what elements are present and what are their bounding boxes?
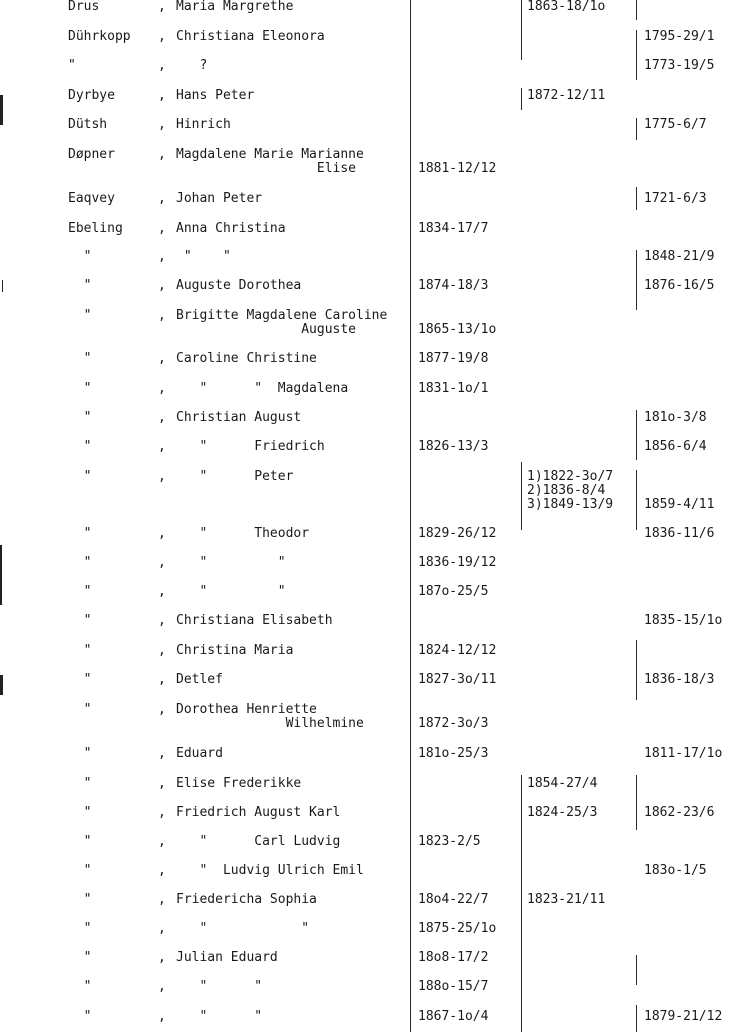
column-rule [521, 775, 522, 1032]
entry-date-col2-third: 3)1849-13/9 [527, 497, 614, 512]
entry-separator: , [158, 439, 166, 454]
entry-date-col1: 1827-3o/11 [418, 672, 497, 687]
entry-surname: " [68, 834, 92, 849]
entry-given-name: " " [176, 555, 286, 570]
column-rule [636, 640, 637, 700]
entry-separator: , [158, 88, 166, 103]
entry-surname: Drus [68, 0, 100, 14]
entry-given-name: Christina Maria [176, 643, 294, 658]
entry-given-name: Johan Peter [176, 191, 263, 206]
entry-separator: , [158, 351, 166, 366]
entry-separator: , [158, 950, 166, 965]
entry-date-col1: 1867-1o/4 [418, 1009, 489, 1024]
entry-given-name-continued: Auguste [176, 322, 357, 337]
entry-date-col2: 1824-25/3 [527, 805, 598, 820]
entry-separator: , [158, 147, 166, 162]
entry-separator: , [158, 613, 166, 628]
entry-given-name-continued: Wilhelmine [176, 716, 364, 731]
column-rule [636, 118, 637, 140]
entry-surname: " [68, 702, 92, 717]
column-rule [521, 0, 522, 60]
entry-given-name: " " [176, 921, 310, 936]
entry-surname: " [68, 805, 92, 820]
entry-date-col1: 18o4-22/7 [418, 892, 489, 907]
entry-date-col1: 1881-12/12 [418, 161, 497, 176]
entry-given-name: Eduard [176, 746, 223, 761]
scan-edge-mark [0, 675, 3, 695]
entry-date-col3: 1836-18/3 [644, 672, 715, 687]
entry-separator: , [158, 805, 166, 820]
entry-date-col1: 1823-2/5 [418, 834, 481, 849]
entry-separator: , [158, 892, 166, 907]
entry-surname: " [68, 776, 92, 791]
entry-date-col1: 1829-26/12 [418, 526, 497, 541]
entry-date-col3: 1862-23/6 [644, 805, 715, 820]
scan-edge-mark [2, 280, 3, 292]
entry-separator: , [158, 834, 166, 849]
entry-date-col1: 1831-1o/1 [418, 381, 489, 396]
entry-date-col2: 1854-27/4 [527, 776, 598, 791]
entry-date-col1: 188o-15/7 [418, 979, 489, 994]
entry-date-col3: 1773-19/5 [644, 58, 715, 73]
entry-separator: , [158, 0, 166, 14]
entry-separator: , [158, 702, 166, 717]
entry-surname: " [68, 1009, 92, 1024]
entry-date-col1: 1875-25/1o [418, 921, 497, 936]
entry-date-col1: 1826-13/3 [418, 439, 489, 454]
entry-given-name: Hinrich [176, 117, 231, 132]
entry-date-col1: 181o-25/3 [418, 746, 489, 761]
column-rule [521, 88, 522, 110]
entry-surname: Eaqvey [68, 191, 115, 206]
entry-given-name: " " [176, 1009, 263, 1024]
entry-date-col2: 1872-12/11 [527, 88, 606, 103]
entry-date-col3: 1856-6/4 [644, 439, 707, 454]
entry-given-name: " Carl Ludvig [176, 834, 341, 849]
entry-surname: Dührkopp [68, 29, 131, 44]
entry-given-name: Christiana Elisabeth [176, 613, 333, 628]
entry-date-col3: 1775-6/7 [644, 117, 707, 132]
entry-given-name: Christian August [176, 410, 302, 425]
entry-separator: , [158, 221, 166, 236]
entry-given-name: " " Magdalena [176, 381, 349, 396]
entry-date-col3: 1811-17/1o [644, 746, 723, 761]
column-rule [636, 0, 637, 20]
entry-surname: " [68, 746, 92, 761]
entry-surname: " [68, 643, 92, 658]
column-rule [636, 1005, 637, 1032]
scan-edge-mark [0, 95, 3, 125]
entry-given-name: Detlef [176, 672, 223, 687]
entry-separator: , [158, 469, 166, 484]
entry-given-name: " " [176, 979, 263, 994]
entry-given-name: Friedrich August Karl [176, 805, 341, 820]
entry-separator: , [158, 191, 166, 206]
entry-separator: , [158, 863, 166, 878]
entry-surname: " [68, 410, 92, 425]
entry-date-col1: 18o8-17/2 [418, 950, 489, 965]
entry-date-col1: 1836-19/12 [418, 555, 497, 570]
column-rule [636, 30, 637, 80]
entry-surname: Ebeling [68, 221, 123, 236]
entry-surname: " [68, 351, 92, 366]
entry-separator: , [158, 526, 166, 541]
entry-given-name: Christiana Eleonora [176, 29, 325, 44]
entry-date-col1: 187o-25/5 [418, 584, 489, 599]
entry-date-col3: 1836-11/6 [644, 526, 715, 541]
entry-date-col2: 1863-18/1o [527, 0, 606, 14]
entry-surname: " [68, 381, 92, 396]
entry-given-name: " Ludvig Ulrich Emil [176, 863, 364, 878]
entry-separator: , [158, 308, 166, 323]
entry-separator: , [158, 29, 166, 44]
entry-date-col1: 1824-12/12 [418, 643, 497, 658]
entry-date-col1: 1877-19/8 [418, 351, 489, 366]
entry-given-name: " Theodor [176, 526, 310, 541]
entry-date-col3: 1876-16/5 [644, 278, 715, 293]
entry-surname: " [68, 979, 92, 994]
entry-surname: " [68, 526, 92, 541]
entry-given-name: " " [176, 584, 286, 599]
entry-given-name: Magdalene Marie Marianne [176, 147, 364, 162]
entry-given-name: Elise Frederikke [176, 776, 302, 791]
entry-given-name: ? [176, 58, 208, 73]
entry-surname: " [68, 584, 92, 599]
entry-separator: , [158, 58, 166, 73]
entry-separator: , [158, 1009, 166, 1024]
entry-surname: " [68, 921, 92, 936]
entry-separator: , [158, 278, 166, 293]
entry-separator: , [158, 921, 166, 936]
entry-surname: " [68, 555, 92, 570]
entry-surname: " [68, 58, 76, 73]
entry-date-col3: 1848-21/9 [644, 249, 715, 264]
entry-given-name: Auguste Dorothea [176, 278, 302, 293]
entry-surname: " [68, 469, 92, 484]
entry-date-col2: 1823-21/11 [527, 892, 606, 907]
entry-surname: " [68, 278, 92, 293]
entry-surname: " [68, 950, 92, 965]
entry-given-name: Friedericha Sophia [176, 892, 317, 907]
entry-date-col3: 181o-3/8 [644, 410, 707, 425]
entry-surname: Dütsh [68, 117, 108, 132]
entry-date-col3: 183o-1/5 [644, 863, 707, 878]
entry-separator: , [158, 555, 166, 570]
entry-given-name: Julian Eduard [176, 950, 278, 965]
entry-surname: " [68, 863, 92, 878]
entry-surname: " [68, 308, 92, 323]
entry-separator: , [158, 410, 166, 425]
entry-separator: , [158, 643, 166, 658]
entry-date-col3: 1835-15/1o [644, 613, 723, 628]
entry-surname: " [68, 249, 92, 264]
entry-date-col3: 1879-21/12 [644, 1009, 723, 1024]
entry-date-col3: 1859-4/11 [644, 497, 715, 512]
entry-separator: , [158, 584, 166, 599]
entry-separator: , [158, 672, 166, 687]
column-rule [636, 250, 637, 310]
entry-surname: Dyrbye [68, 88, 115, 103]
entry-separator: , [158, 746, 166, 761]
entry-surname: " [68, 892, 92, 907]
column-rule [521, 462, 522, 530]
entry-given-name: " Friedrich [176, 439, 325, 454]
entry-separator: , [158, 381, 166, 396]
entry-date-col2: 1)1822-3o/7 [527, 469, 614, 484]
entry-surname: Døpner [68, 147, 115, 162]
column-rule [410, 0, 411, 1032]
column-rule [636, 955, 637, 985]
column-rule [636, 775, 637, 830]
entry-given-name: Dorothea Henriette [176, 702, 317, 717]
entry-given-name: Brigitte Magdalene Caroline [176, 308, 388, 323]
entry-separator: , [158, 776, 166, 791]
entry-given-name: Anna Christina [176, 221, 286, 236]
entry-separator: , [158, 249, 166, 264]
entry-given-name: " Peter [176, 469, 294, 484]
scan-edge-mark [0, 545, 2, 605]
entry-given-name: " " [176, 249, 231, 264]
column-rule [636, 187, 637, 210]
entry-date-col2-second: 2)1836-8/4 [527, 483, 606, 498]
entry-given-name-continued: Elise [176, 161, 357, 176]
entry-given-name: Hans Peter [176, 88, 255, 103]
column-rule [636, 410, 637, 460]
entry-surname: " [68, 439, 92, 454]
entry-surname: " [68, 672, 92, 687]
entry-given-name: Maria Margrethe [176, 0, 294, 14]
entry-separator: , [158, 979, 166, 994]
entry-given-name: Caroline Christine [176, 351, 317, 366]
entry-date-col3: 1721-6/3 [644, 191, 707, 206]
column-rule [636, 470, 637, 530]
entry-date-col3: 1795-29/1 [644, 29, 715, 44]
entry-separator: , [158, 117, 166, 132]
entry-date-col1: 1872-3o/3 [418, 716, 489, 731]
entry-surname: " [68, 613, 92, 628]
entry-date-col1: 1874-18/3 [418, 278, 489, 293]
entry-date-col1: 1865-13/1o [418, 322, 497, 337]
entry-date-col1: 1834-17/7 [418, 221, 489, 236]
